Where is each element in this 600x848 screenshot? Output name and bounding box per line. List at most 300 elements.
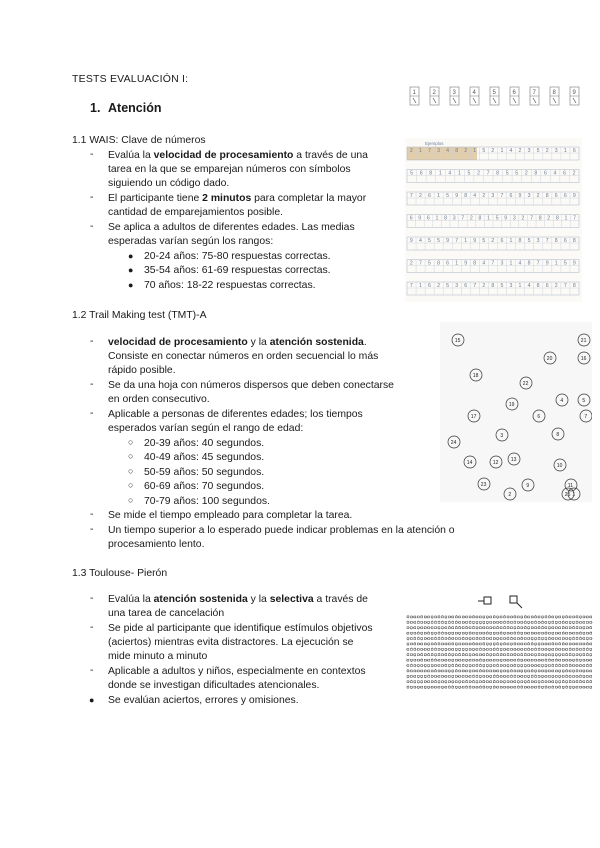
matrix-square bbox=[586, 654, 588, 656]
tmt-circle-label: 5 bbox=[582, 398, 586, 404]
matrix-square bbox=[542, 686, 544, 688]
matrix-square bbox=[507, 627, 509, 629]
wais-grid-digit: 7 bbox=[461, 215, 465, 222]
wais-key-image bbox=[408, 86, 588, 108]
matrix-square bbox=[531, 686, 533, 688]
matrix-square bbox=[438, 675, 440, 677]
matrix-square bbox=[504, 681, 506, 683]
wais-grid-digit: 1 bbox=[464, 238, 468, 245]
matrix-square bbox=[493, 681, 495, 683]
bullet-dot: ● bbox=[128, 280, 134, 290]
wais-grid-digit: 7 bbox=[536, 260, 540, 267]
matrix-square bbox=[455, 621, 457, 623]
matrix-square bbox=[535, 616, 537, 618]
matrix-square bbox=[552, 659, 554, 661]
matrix-square bbox=[507, 659, 509, 661]
tmt-circle-label: 1 bbox=[572, 492, 576, 498]
matrix-square bbox=[576, 670, 578, 672]
matrix-square bbox=[476, 638, 478, 640]
matrix-square bbox=[559, 675, 561, 677]
matrix-square bbox=[473, 670, 475, 672]
wais-grid-digit: 4 bbox=[518, 260, 522, 267]
matrix-square bbox=[538, 654, 540, 656]
matrix-square bbox=[442, 643, 444, 645]
wais-grid-digit: 8 bbox=[437, 260, 440, 267]
matrix-square bbox=[566, 670, 568, 672]
wais-grid-digit: 2 bbox=[536, 193, 540, 200]
matrix-square bbox=[455, 616, 457, 618]
matrix-square bbox=[535, 648, 537, 650]
matrix-square bbox=[586, 616, 588, 618]
matrix-square bbox=[504, 616, 506, 618]
tmt-bullet-2: Se da una hoja con números dispersos que deben conectarse bbox=[108, 380, 394, 391]
matrix-square bbox=[569, 654, 571, 656]
section-number: 1. bbox=[90, 101, 101, 115]
matrix-square bbox=[562, 638, 564, 640]
matrix-square bbox=[583, 627, 585, 629]
matrix-square bbox=[500, 616, 502, 618]
matrix-square bbox=[580, 643, 582, 645]
wais-grid-digit: 5 bbox=[505, 170, 509, 177]
matrix-square bbox=[421, 632, 423, 634]
matrix-square bbox=[552, 686, 554, 688]
matrix-square bbox=[555, 659, 557, 661]
matrix-square bbox=[493, 665, 495, 667]
matrix-square bbox=[559, 621, 561, 623]
matrix-square bbox=[483, 648, 485, 650]
matrix-square bbox=[407, 643, 409, 645]
matrix-square bbox=[442, 638, 444, 640]
matrix-square bbox=[466, 654, 468, 656]
matrix-square bbox=[507, 643, 509, 645]
wais-grid-digit: 1 bbox=[437, 193, 440, 200]
wais-grid-digit: 5 bbox=[515, 170, 519, 177]
matrix-square bbox=[452, 638, 454, 640]
matrix-square bbox=[559, 670, 561, 672]
matrix-square bbox=[438, 670, 440, 672]
tmt-bullet-2-line2: en orden consecutivo. bbox=[108, 394, 210, 405]
wais-grid-digit: 8 bbox=[444, 215, 447, 222]
matrix-square bbox=[580, 654, 582, 656]
matrix-square bbox=[528, 659, 530, 661]
matrix-square bbox=[469, 675, 471, 677]
matrix-square bbox=[514, 638, 516, 640]
matrix-square bbox=[504, 638, 506, 640]
matrix-square bbox=[514, 686, 516, 688]
tmt-bullet-1: velocidad de procesamiento y la atención sostenida. bbox=[108, 337, 367, 348]
bullet-dash: - bbox=[90, 524, 94, 535]
matrix-square bbox=[531, 670, 533, 672]
matrix-square bbox=[552, 665, 554, 667]
matrix-square bbox=[573, 654, 575, 656]
matrix-square bbox=[479, 632, 481, 634]
tmt-circle-label: 20 bbox=[546, 356, 553, 362]
matrix-square bbox=[521, 675, 523, 677]
matrix-square bbox=[514, 665, 516, 667]
matrix-square bbox=[428, 686, 430, 688]
matrix-square bbox=[531, 665, 533, 667]
matrix-square bbox=[431, 665, 433, 667]
matrix-square bbox=[524, 675, 526, 677]
matrix-square bbox=[476, 670, 478, 672]
matrix-square bbox=[497, 638, 499, 640]
matrix-square bbox=[511, 616, 513, 618]
wais-key-box bbox=[510, 87, 519, 105]
matrix-square bbox=[590, 632, 592, 634]
wais-key-box bbox=[430, 87, 439, 105]
matrix-square bbox=[545, 665, 547, 667]
matrix-square bbox=[438, 686, 440, 688]
matrix-square bbox=[428, 670, 430, 672]
matrix-square bbox=[566, 648, 568, 650]
matrix-square bbox=[566, 686, 568, 688]
matrix-square bbox=[545, 675, 547, 677]
matrix-square bbox=[407, 632, 409, 634]
matrix-square bbox=[576, 632, 578, 634]
tmt-circle-label: 25 bbox=[564, 492, 571, 498]
matrix-square bbox=[517, 654, 519, 656]
matrix-square bbox=[462, 654, 464, 656]
matrix-square bbox=[442, 632, 444, 634]
wais-key-box bbox=[570, 87, 579, 105]
matrix-square bbox=[576, 627, 578, 629]
matrix-square bbox=[490, 681, 492, 683]
wais-grid-digit: 5 bbox=[527, 238, 531, 245]
matrix-square bbox=[479, 621, 481, 623]
wais-grid-digit: 5 bbox=[410, 170, 414, 177]
matrix-square bbox=[493, 621, 495, 623]
matrix-square bbox=[535, 659, 537, 661]
wais-grid-row bbox=[407, 215, 579, 228]
matrix-square bbox=[538, 632, 540, 634]
matrix-square bbox=[531, 659, 533, 661]
matrix-square bbox=[410, 670, 412, 672]
matrix-square bbox=[559, 686, 561, 688]
matrix-square bbox=[407, 665, 409, 667]
wais-grid-digit: 5 bbox=[446, 283, 450, 290]
matrix-square bbox=[586, 670, 588, 672]
matrix-square bbox=[514, 616, 516, 618]
matrix-square bbox=[580, 665, 582, 667]
matrix-square bbox=[435, 627, 437, 629]
matrix-square bbox=[445, 643, 447, 645]
matrix-square bbox=[542, 681, 544, 683]
matrix-square bbox=[566, 638, 568, 640]
matrix-square bbox=[542, 659, 544, 661]
matrix-square bbox=[511, 675, 513, 677]
matrix-square bbox=[573, 681, 575, 683]
matrix-square bbox=[469, 616, 471, 618]
matrix-square bbox=[473, 675, 475, 677]
matrix-square bbox=[486, 659, 488, 661]
bullet-circle: ○ bbox=[128, 495, 134, 505]
matrix-square bbox=[583, 665, 585, 667]
wais-grid-digit: 8 bbox=[572, 238, 576, 245]
matrix-square bbox=[521, 638, 523, 640]
wais-grid-digit: 6 bbox=[563, 238, 567, 245]
matrix-square bbox=[424, 632, 426, 634]
matrix-square bbox=[455, 654, 457, 656]
wais-grid-digit: 7 bbox=[530, 215, 533, 222]
matrix-square bbox=[473, 643, 475, 645]
matrix-square bbox=[462, 659, 464, 661]
matrix-square bbox=[490, 675, 492, 677]
wais-grid-digit: 5 bbox=[536, 148, 540, 155]
matrix-square bbox=[507, 632, 509, 634]
matrix-square bbox=[452, 675, 454, 677]
matrix-square bbox=[576, 643, 578, 645]
wais-grid-digit: 7 bbox=[455, 238, 459, 245]
wais-grid-digit: 3 bbox=[452, 215, 456, 222]
matrix-square bbox=[486, 643, 488, 645]
matrix-square bbox=[414, 665, 416, 667]
matrix-square bbox=[531, 638, 533, 640]
matrix-square bbox=[497, 686, 499, 688]
wais-grid-digit: 3 bbox=[491, 193, 495, 200]
matrix-square bbox=[493, 654, 495, 656]
matrix-square bbox=[552, 627, 554, 629]
matrix-square bbox=[476, 654, 478, 656]
matrix-square bbox=[448, 659, 450, 661]
matrix-square bbox=[548, 632, 550, 634]
matrix-square bbox=[517, 632, 519, 634]
matrix-square bbox=[580, 686, 582, 688]
matrix-square bbox=[545, 670, 547, 672]
matrix-square bbox=[545, 659, 547, 661]
matrix-square bbox=[514, 670, 516, 672]
matrix-square bbox=[493, 686, 495, 688]
matrix-square bbox=[469, 627, 471, 629]
wais-grid-digit: 7 bbox=[409, 283, 413, 290]
matrix-square bbox=[438, 621, 440, 623]
matrix-square bbox=[424, 621, 426, 623]
matrix-square bbox=[580, 675, 582, 677]
matrix-square bbox=[514, 648, 516, 650]
matrix-square bbox=[504, 648, 506, 650]
matrix-square bbox=[421, 643, 423, 645]
wais-grid-digit: 8 bbox=[538, 215, 542, 222]
bullet-dash: - bbox=[90, 379, 94, 390]
tmt-circle-label: 11 bbox=[567, 483, 574, 489]
matrix-square bbox=[473, 627, 475, 629]
matrix-square bbox=[524, 616, 526, 618]
matrix-square bbox=[524, 659, 526, 661]
wais-range-3: 70 años: 18-22 respuestas correctas. bbox=[144, 280, 316, 291]
matrix-square bbox=[517, 665, 519, 667]
toulouse-bullet-2-line2: (aciertos) mientras evita distractores. La ejecución se bbox=[108, 637, 354, 648]
matrix-square bbox=[583, 616, 585, 618]
matrix-square bbox=[462, 686, 464, 688]
tmt-circle-label: 13 bbox=[510, 457, 517, 463]
matrix-square bbox=[497, 681, 499, 683]
tmt-bullet-5: Un tiempo superior a lo esperado puede indicar problemas en la atención o bbox=[108, 525, 455, 536]
matrix-square bbox=[410, 616, 412, 618]
matrix-square bbox=[469, 632, 471, 634]
matrix-square bbox=[531, 627, 533, 629]
matrix-square bbox=[538, 665, 540, 667]
matrix-square bbox=[555, 665, 557, 667]
wais-grid-digit: 3 bbox=[437, 148, 440, 155]
bullet-dash: - bbox=[90, 192, 94, 203]
matrix-square bbox=[421, 638, 423, 640]
matrix-square bbox=[528, 643, 530, 645]
matrix-square bbox=[435, 638, 437, 640]
matrix-square bbox=[552, 643, 554, 645]
matrix-square bbox=[517, 638, 519, 640]
matrix-square bbox=[580, 627, 582, 629]
wais-grid-digit: 7 bbox=[409, 193, 413, 200]
matrix-square bbox=[435, 665, 437, 667]
matrix-square bbox=[521, 632, 523, 634]
matrix-square bbox=[490, 632, 492, 634]
wais-grid-digit: 5 bbox=[428, 238, 431, 245]
matrix-square bbox=[566, 665, 568, 667]
matrix-square bbox=[452, 681, 454, 683]
wais-key-box bbox=[530, 87, 539, 105]
matrix-square bbox=[459, 686, 461, 688]
wais-key-digit: 2 bbox=[432, 90, 436, 96]
matrix-square bbox=[476, 681, 478, 683]
matrix-square bbox=[490, 638, 492, 640]
matrix-square bbox=[469, 670, 471, 672]
matrix-square bbox=[507, 616, 509, 618]
matrix-square bbox=[414, 643, 416, 645]
matrix-square bbox=[431, 686, 433, 688]
matrix-square bbox=[535, 665, 537, 667]
matrix-square bbox=[524, 643, 526, 645]
matrix-square bbox=[569, 675, 571, 677]
matrix-square bbox=[524, 648, 526, 650]
wais-grid-digit: 2 bbox=[491, 238, 495, 245]
tmt-circle-label: 23 bbox=[480, 482, 487, 488]
matrix-square bbox=[552, 670, 554, 672]
wais-grid-digit: 3 bbox=[500, 260, 504, 267]
matrix-square bbox=[569, 659, 571, 661]
matrix-square bbox=[504, 643, 506, 645]
matrix-square bbox=[542, 621, 544, 623]
wais-grid-digit: 6 bbox=[464, 283, 468, 290]
wais-grid-digit: 6 bbox=[446, 260, 450, 267]
matrix-square bbox=[517, 670, 519, 672]
matrix-square bbox=[500, 670, 502, 672]
wais-grid-digit: 3 bbox=[527, 148, 531, 155]
tmt-circle-label: 2 bbox=[508, 492, 512, 498]
matrix-square bbox=[535, 627, 537, 629]
matrix-square bbox=[569, 621, 571, 623]
bullet-dot: ● bbox=[128, 251, 134, 261]
matrix-square bbox=[473, 648, 475, 650]
matrix-square bbox=[583, 686, 585, 688]
matrix-square bbox=[421, 686, 423, 688]
toulouse-targets bbox=[476, 594, 528, 612]
matrix-square bbox=[524, 686, 526, 688]
matrix-square bbox=[424, 670, 426, 672]
wais-grid-digit: 3 bbox=[554, 148, 558, 155]
wais-grid-digit: 4 bbox=[418, 238, 422, 245]
wais-grid-image bbox=[405, 138, 582, 302]
matrix-square bbox=[497, 665, 499, 667]
matrix-square bbox=[424, 654, 426, 656]
matrix-square bbox=[573, 643, 575, 645]
matrix-square bbox=[479, 638, 481, 640]
wais-grid-digit: 1 bbox=[418, 283, 422, 290]
matrix-square bbox=[448, 665, 450, 667]
matrix-square bbox=[542, 648, 544, 650]
matrix-square bbox=[524, 654, 526, 656]
wais-grid-digit: 8 bbox=[554, 238, 558, 245]
matrix-square bbox=[424, 648, 426, 650]
matrix-square bbox=[573, 621, 575, 623]
matrix-square bbox=[552, 681, 554, 683]
matrix-square bbox=[580, 681, 582, 683]
matrix-square bbox=[476, 616, 478, 618]
matrix-square bbox=[538, 681, 540, 683]
matrix-square bbox=[417, 648, 419, 650]
matrix-square bbox=[486, 621, 488, 623]
matrix-square bbox=[407, 686, 409, 688]
matrix-square bbox=[576, 654, 578, 656]
matrix-square bbox=[511, 621, 513, 623]
wais-grid-digit: 8 bbox=[464, 193, 468, 200]
matrix-square bbox=[580, 638, 582, 640]
matrix-square bbox=[590, 665, 592, 667]
matrix-square bbox=[438, 627, 440, 629]
matrix-square bbox=[448, 616, 450, 618]
matrix-square bbox=[590, 686, 592, 688]
matrix-square bbox=[514, 681, 516, 683]
matrix-square bbox=[514, 654, 516, 656]
tmt-circle-label: 4 bbox=[560, 398, 564, 404]
matrix-square bbox=[490, 659, 492, 661]
toulouse-bullet-2-line3: mide minuto a minuto bbox=[108, 651, 208, 662]
matrix-square bbox=[483, 665, 485, 667]
matrix-square bbox=[500, 675, 502, 677]
matrix-square bbox=[580, 648, 582, 650]
wais-grid-digit: 8 bbox=[534, 170, 538, 177]
matrix-square bbox=[514, 675, 516, 677]
matrix-square bbox=[421, 681, 423, 683]
bullet-dash: - bbox=[90, 593, 94, 604]
bullet-dot: ● bbox=[89, 695, 95, 705]
matrix-square bbox=[428, 659, 430, 661]
matrix-square bbox=[459, 670, 461, 672]
matrix-square bbox=[531, 648, 533, 650]
matrix-square bbox=[576, 675, 578, 677]
matrix-square bbox=[448, 670, 450, 672]
matrix-square bbox=[590, 681, 592, 683]
tmt-circle-label: 6 bbox=[537, 414, 541, 420]
matrix-square bbox=[580, 632, 582, 634]
matrix-square bbox=[500, 621, 502, 623]
matrix-square bbox=[562, 659, 564, 661]
matrix-square bbox=[524, 670, 526, 672]
matrix-square bbox=[452, 627, 454, 629]
matrix-square bbox=[466, 670, 468, 672]
matrix-square bbox=[479, 670, 481, 672]
matrix-square bbox=[521, 686, 523, 688]
wais-grid-digit: 1 bbox=[564, 215, 568, 222]
matrix-square bbox=[538, 643, 540, 645]
matrix-square bbox=[590, 643, 592, 645]
tmt-range-2: 40-49 años: 45 segundos. bbox=[144, 452, 265, 463]
wais-grid-digit: 4 bbox=[527, 283, 531, 290]
matrix-square bbox=[421, 654, 423, 656]
wais-key-digit: 3 bbox=[452, 90, 456, 96]
matrix-square bbox=[535, 643, 537, 645]
matrix-square bbox=[573, 627, 575, 629]
matrix-square bbox=[528, 648, 530, 650]
matrix-square bbox=[445, 659, 447, 661]
